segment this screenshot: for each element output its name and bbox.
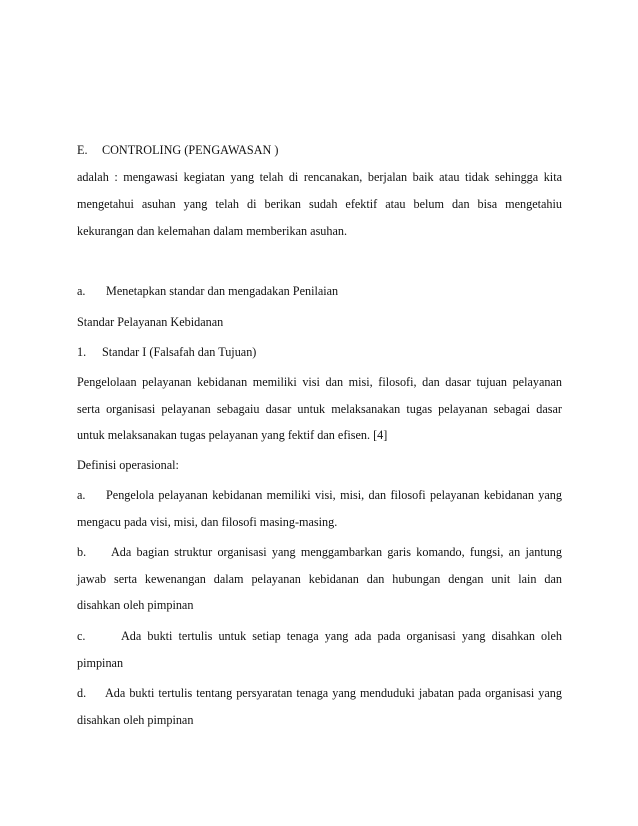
section-title: CONTROLING (PENGAWASAN ) <box>102 143 279 157</box>
section-number: E. <box>77 143 88 157</box>
paragraph-line: serta organisasi pelayanan sebagaiu dasar untuk melaksanakan tugas pelayanan sebagai dasar <box>77 402 562 416</box>
subheading-a <box>77 283 562 299</box>
standard-1-heading <box>77 344 562 360</box>
list-item <box>77 487 562 503</box>
list-item-text: Pengelola pelayanan kebidanan memiliki visi, misi, dan filosofi pelayanan kebidanan yang <box>106 488 562 502</box>
list-item <box>77 685 562 701</box>
standard-text: Standar I (Falsafah dan Tujuan) <box>102 345 257 359</box>
list-item-continuation: disahkan oleh pimpinan <box>77 598 194 612</box>
definition-line: adalah : mengawasi kegiatan yang telah di rencanakan, berjalan baik atau tidak sehingga kita <box>77 170 562 184</box>
definition-line: kekurangan dan kelemahan dalam memberikan asuhan. <box>77 224 348 238</box>
paragraph-line: Pengelolaan pelayanan kebidanan memiliki visi dan misi, filosofi, dan dasar tujuan pelayanan <box>77 375 562 389</box>
list-item-number: d. <box>77 686 87 700</box>
list-item-continuation: disahkan oleh pimpinan <box>77 713 194 727</box>
subheading-text: Menetapkan standar dan mengadakan Penilaian <box>106 284 339 298</box>
standard-number: 1. <box>77 345 87 359</box>
list-item <box>77 544 562 560</box>
list-item-number: c. <box>77 629 86 643</box>
definition-label: Definisi operasional: <box>77 458 179 472</box>
list-item-number: a. <box>77 488 86 502</box>
subheading-number: a. <box>77 284 86 298</box>
list-item-text: Ada bukti tertulis untuk setiap tenaga yang ada pada organisasi yang disahkan oleh <box>121 629 562 643</box>
list-item-text: Ada bukti tertulis tentang persyaratan tenaga yang menduduki jabatan pada organisasi yang <box>105 686 562 700</box>
section-heading <box>77 142 562 158</box>
list-item-continuation: pimpinan <box>77 656 124 670</box>
list-item-continuation: mengacu pada visi, misi, dan filosofi masing-masing. <box>77 515 338 529</box>
list-item-text: Ada bagian struktur organisasi yang menggambarkan garis komando, fungsi, an jantung <box>111 545 562 559</box>
list-item-number: b. <box>77 545 87 559</box>
list-item-continuation: jawab serta kewenangan dalam pelayanan kebidanan dan hubungan dengan unit lain dan <box>77 572 562 586</box>
standard-title: Standar Pelayanan Kebidanan <box>77 315 224 329</box>
paragraph-line: untuk melaksanakan tugas pelayanan yang fektif dan efisen. [4] <box>77 428 388 442</box>
definition-line: mengetahui asuhan yang telah di berikan sudah efektif atau belum dan bisa mengetahiu <box>77 197 562 211</box>
list-item <box>77 628 562 644</box>
